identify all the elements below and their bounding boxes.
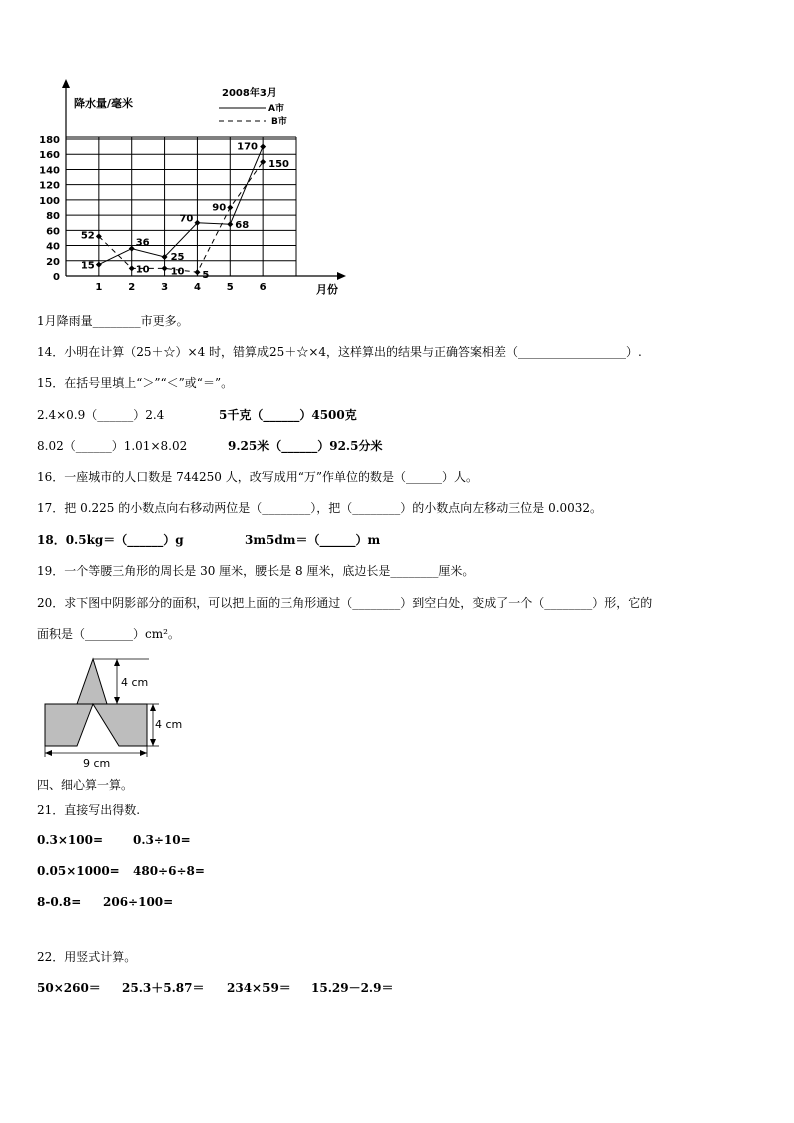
- x-tick-label: 2: [128, 282, 136, 293]
- data-label: 5: [202, 270, 210, 282]
- data-label: 68: [235, 220, 250, 232]
- x-tick-labels: [95, 282, 266, 293]
- q18-b: 3m5dm＝（______）m: [245, 533, 381, 547]
- arrow-right-icon: [140, 750, 147, 756]
- data-label: 52: [80, 230, 95, 242]
- q22-item: 25.3＋5.87＝: [122, 981, 205, 995]
- bottom-width-label: 9 cm: [83, 757, 111, 770]
- arrow-up-icon: [114, 659, 120, 666]
- data-point: [96, 262, 102, 268]
- y-tick-label: 0: [53, 272, 60, 283]
- q13-tail: 1月降雨量________市更多。: [37, 314, 189, 328]
- q15-c: 8.02（______）1.01×8.02: [37, 439, 188, 453]
- y-tick-label: 60: [46, 226, 60, 238]
- data-point: [260, 144, 266, 150]
- x-axis-arrow-icon: [337, 272, 346, 280]
- q20-line2: 面积是（________）cm²。: [37, 627, 180, 641]
- x-tick-label: 4: [193, 282, 201, 293]
- data-point: [227, 221, 233, 227]
- y-tick-label: 20: [46, 256, 60, 268]
- data-label: 150: [268, 158, 290, 170]
- arrow-up-icon: [150, 704, 156, 711]
- legend-label-b: B市: [271, 117, 287, 127]
- y-axis-label: 降水量/毫米: [74, 97, 134, 110]
- q17: 17．把 0.225 的小数点向右移动两位是（________），把（________）的小数点向左移动三位是 0.0032。: [37, 501, 603, 515]
- shaded-area-figure: [37, 655, 197, 770]
- q21-item: 8-0.8=: [37, 895, 82, 909]
- data-label: 15: [80, 260, 95, 272]
- arrow-down-icon: [150, 739, 156, 746]
- series-line-a: [99, 147, 263, 265]
- q15-d: 9.25米（______）92.5分米: [228, 439, 383, 453]
- q22-item: 234×59＝: [227, 981, 291, 995]
- data-label: 70: [179, 213, 194, 225]
- data-point: [162, 265, 168, 271]
- x-tick-label: 1: [95, 282, 103, 293]
- y-tick-label: 120: [39, 180, 60, 192]
- data-point: [194, 269, 200, 275]
- q15-a: 2.4×0.9（______）2.4: [37, 408, 165, 422]
- q22-item: 50×260＝: [37, 981, 101, 995]
- q16: 16．一座城市的人口数是 744250 人，改写成用“万”作单位的数是（______）人。: [37, 470, 478, 484]
- y-tick-labels: [39, 135, 60, 283]
- q21-item: 0.3×100=: [37, 833, 104, 847]
- right-height-label: 4 cm: [155, 718, 183, 731]
- q21-item: 480÷6÷8=: [133, 864, 205, 878]
- q21-item: 0.05×1000=: [37, 864, 120, 878]
- data-label: 36: [135, 237, 150, 249]
- y-tick-label: 180: [39, 135, 60, 146]
- data-labels: [81, 142, 289, 282]
- q15: 15．在括号里填上“＞”“＜”或“＝”。: [37, 376, 234, 390]
- y-tick-label: 80: [46, 211, 60, 223]
- q14: 14．小明在计算（25＋☆）×4 时，错算成25＋☆×4，这样算出的结果与正确答案相差（__________________）.: [37, 345, 642, 359]
- arrow-down-icon: [114, 697, 120, 704]
- top-height-label: 4 cm: [121, 676, 149, 689]
- y-tick-label: 140: [39, 165, 60, 177]
- shaded-region: [45, 704, 147, 746]
- data-point: [227, 205, 233, 211]
- top-triangle: [77, 659, 107, 704]
- section4-title: 四、细心算一算。: [37, 778, 134, 792]
- x-tick-label: 6: [259, 282, 267, 293]
- legend-title: 2008年3月: [222, 88, 277, 99]
- data-point: [129, 246, 135, 252]
- y-tick-label: 100: [39, 195, 60, 207]
- q18-a: 18．0.5kg＝（______）g: [37, 533, 184, 547]
- x-tick-label: 3: [161, 282, 169, 293]
- data-label: 25: [170, 251, 185, 263]
- data-label: 10: [170, 266, 185, 278]
- rainfall-line-chart: [30, 75, 360, 305]
- y-tick-label: 40: [46, 241, 60, 253]
- q21: 21．直接写出得数.: [37, 803, 141, 817]
- data-point: [129, 265, 135, 271]
- y-axis-arrow-icon: [62, 79, 70, 88]
- q21-item: 0.3÷10=: [133, 833, 191, 847]
- x-axis-label: 月份: [316, 283, 338, 296]
- data-label: 10: [135, 264, 150, 276]
- x-tick-label: 5: [226, 282, 234, 293]
- data-label: 170: [237, 141, 259, 153]
- legend-label-a: A市: [268, 104, 284, 114]
- q19: 19．一个等腰三角形的周长是 30 厘米，腰长是 8 厘米，底边长是________厘米。: [37, 564, 475, 578]
- arrow-left-icon: [45, 750, 52, 756]
- data-label: 90: [212, 202, 227, 214]
- q22-item: 15.29－2.9＝: [311, 981, 394, 995]
- q20-line1: 20．求下图中阴影部分的面积，可以把上面的三角形通过（________）到空白处，变成了一个（________）形，它的: [37, 596, 653, 610]
- q22: 22．用竖式计算。: [37, 950, 137, 964]
- y-tick-label: 160: [39, 150, 60, 162]
- q15-b: 5千克（______）4500克: [219, 408, 357, 422]
- q21-item: 206÷100=: [103, 895, 174, 909]
